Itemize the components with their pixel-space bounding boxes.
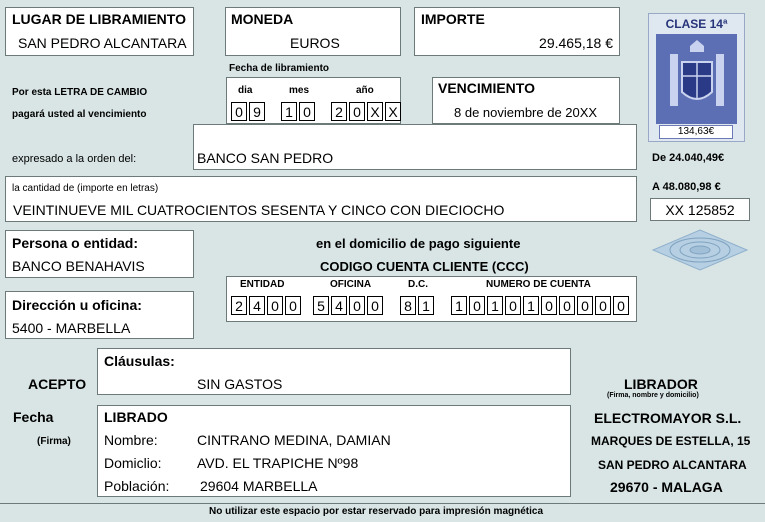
librado-poblacion-label: Población: (104, 478, 170, 494)
lugar-value[interactable]: SAN PEDRO ALCANTARA (18, 35, 187, 51)
fecha-firma-label: (Firma) (37, 436, 71, 447)
mes-digit[interactable]: 1 (281, 102, 297, 121)
orden-value[interactable]: BANCO SAN PEDRO (197, 150, 334, 166)
persona-value[interactable]: BANCO BENAHAVIS (12, 258, 145, 274)
clausulas-value[interactable]: SIN GASTOS (197, 376, 283, 392)
librador-label: LIBRADOR (624, 376, 698, 392)
cantidad-label: la cantidad de (importe en letras) (12, 183, 159, 194)
entidad-digit[interactable]: 4 (249, 296, 265, 315)
librador-ciudad: SAN PEDRO ALCANTARA (598, 458, 747, 472)
ccc-title: CODIGO CUENTA CLIENTE (CCC) (320, 259, 529, 274)
serie-value: XX 125852 (665, 202, 735, 218)
dc-label: D.C. (408, 279, 428, 290)
oficina-digit[interactable]: 5 (313, 296, 329, 315)
dc-digit[interactable]: 8 (400, 296, 416, 315)
ano-digit[interactable]: 2 (331, 102, 347, 121)
lugar-label: LUGAR DE LIBRAMIENTO (12, 11, 186, 27)
cuenta-digit[interactable]: 1 (487, 296, 503, 315)
magnetic-strip-divider (0, 503, 765, 504)
librado-domicilio-label: Domiclio: (104, 455, 162, 471)
cuenta-digit[interactable]: 0 (577, 296, 593, 315)
moneda-label: MONEDA (231, 11, 294, 27)
stamp-title: CLASE 14ª (665, 17, 728, 31)
entidad-digit[interactable]: 2 (231, 296, 247, 315)
librado-nombre-label: Nombre: (104, 432, 158, 448)
librador-sublabel: (Firma, nombre y domicilio) (607, 392, 699, 399)
librado-nombre[interactable]: CINTRANO MEDINA, DAMIAN (197, 432, 391, 448)
librado-domicilio[interactable]: AVD. EL TRAPICHE Nº98 (197, 455, 359, 471)
oficina-digits (313, 296, 385, 315)
fecha-label: Fecha (13, 409, 54, 425)
footer-note: No utilizar este espacio por estar reservado para impresión magnética (209, 506, 544, 517)
vencimiento-label: VENCIMIENTO (438, 80, 535, 96)
cuenta-digit[interactable]: 0 (595, 296, 611, 315)
moneda-value[interactable]: EUROS (290, 35, 340, 51)
dia-digits (231, 102, 267, 121)
cuenta-digit[interactable]: 0 (559, 296, 575, 315)
ano-digit[interactable]: X (367, 102, 383, 121)
oficina-digit[interactable]: 0 (349, 296, 365, 315)
direccion-value[interactable]: 5400 - MARBELLA (12, 320, 131, 336)
cuenta-digit[interactable]: 0 (613, 296, 629, 315)
clausulas-label: Cláusulas: (104, 353, 175, 369)
cuenta-digit[interactable]: 0 (469, 296, 485, 315)
mes-label: mes (289, 85, 310, 96)
entidad-digit[interactable]: 0 (285, 296, 301, 315)
cuenta-digit[interactable]: 1 (523, 296, 539, 315)
escala-de: De 24.040,49€ (652, 152, 725, 164)
importe-label: IMPORTE (421, 11, 485, 27)
fecha-libramiento-label: Fecha de libramiento (229, 63, 330, 74)
cuenta-digit[interactable]: 0 (505, 296, 521, 315)
mes-digits (281, 102, 317, 121)
librador-cp: 29670 - MALAGA (610, 479, 723, 495)
stamp-value: 134,63€ (677, 126, 715, 137)
oficina-digit[interactable]: 0 (367, 296, 383, 315)
librador-direccion: MARQUES DE ESTELLA, 15 (591, 434, 751, 448)
mes-digit[interactable]: 0 (299, 102, 315, 121)
domicilio-pago-label: en el domicilio de pago siguiente (316, 236, 521, 251)
ano-digits (331, 102, 403, 121)
entidad-digits (231, 296, 303, 315)
oficina-digit[interactable]: 4 (331, 296, 347, 315)
direccion-label: Dirección u oficina: (12, 297, 142, 313)
acepto-label: ACEPTO (28, 376, 87, 392)
persona-label: Persona o entidad: (12, 235, 139, 251)
dc-digit[interactable]: 1 (418, 296, 434, 315)
cuenta-digit[interactable]: 1 (451, 296, 467, 315)
dc-digits (400, 296, 436, 315)
cuenta-label: NUMERO DE CUENTA (486, 279, 591, 290)
letra-text-1: Por esta LETRA DE CAMBIO (12, 87, 148, 98)
ano-label: año (356, 85, 374, 96)
ano-digit[interactable]: 0 (349, 102, 365, 121)
orden-label: expresado a la orden del: (12, 153, 137, 165)
entidad-digit[interactable]: 0 (267, 296, 283, 315)
security-seal-icon (651, 228, 749, 272)
dia-digit[interactable]: 9 (249, 102, 265, 121)
entidad-label: ENTIDAD (240, 279, 285, 290)
librador-nombre: ELECTROMAYOR S.L. (594, 410, 742, 426)
ano-digit[interactable]: X (385, 102, 401, 121)
dia-digit[interactable]: 0 (231, 102, 247, 121)
librado-poblacion[interactable]: 29604 MARBELLA (200, 478, 318, 494)
librado-label: LIBRADO (104, 409, 168, 425)
dia-label: dia (238, 85, 253, 96)
cantidad-value[interactable]: VEINTINUEVE MIL CUATROCIENTOS SESENTA Y CINCO CON DIECIOCHO (13, 202, 505, 218)
cuenta-digit[interactable]: 0 (541, 296, 557, 315)
importe-value[interactable]: 29.465,18 € (539, 35, 613, 51)
letra-text-2: pagará usted al vencimiento (12, 109, 147, 120)
cuenta-digits (451, 296, 631, 315)
vencimiento-value[interactable]: 8 de noviembre de 20XX (454, 105, 598, 120)
coat-of-arms-icon (662, 40, 732, 118)
oficina-label: OFICINA (330, 279, 372, 290)
fiscal-stamp (648, 13, 745, 142)
escala-a: A 48.080,98 € (652, 181, 721, 193)
